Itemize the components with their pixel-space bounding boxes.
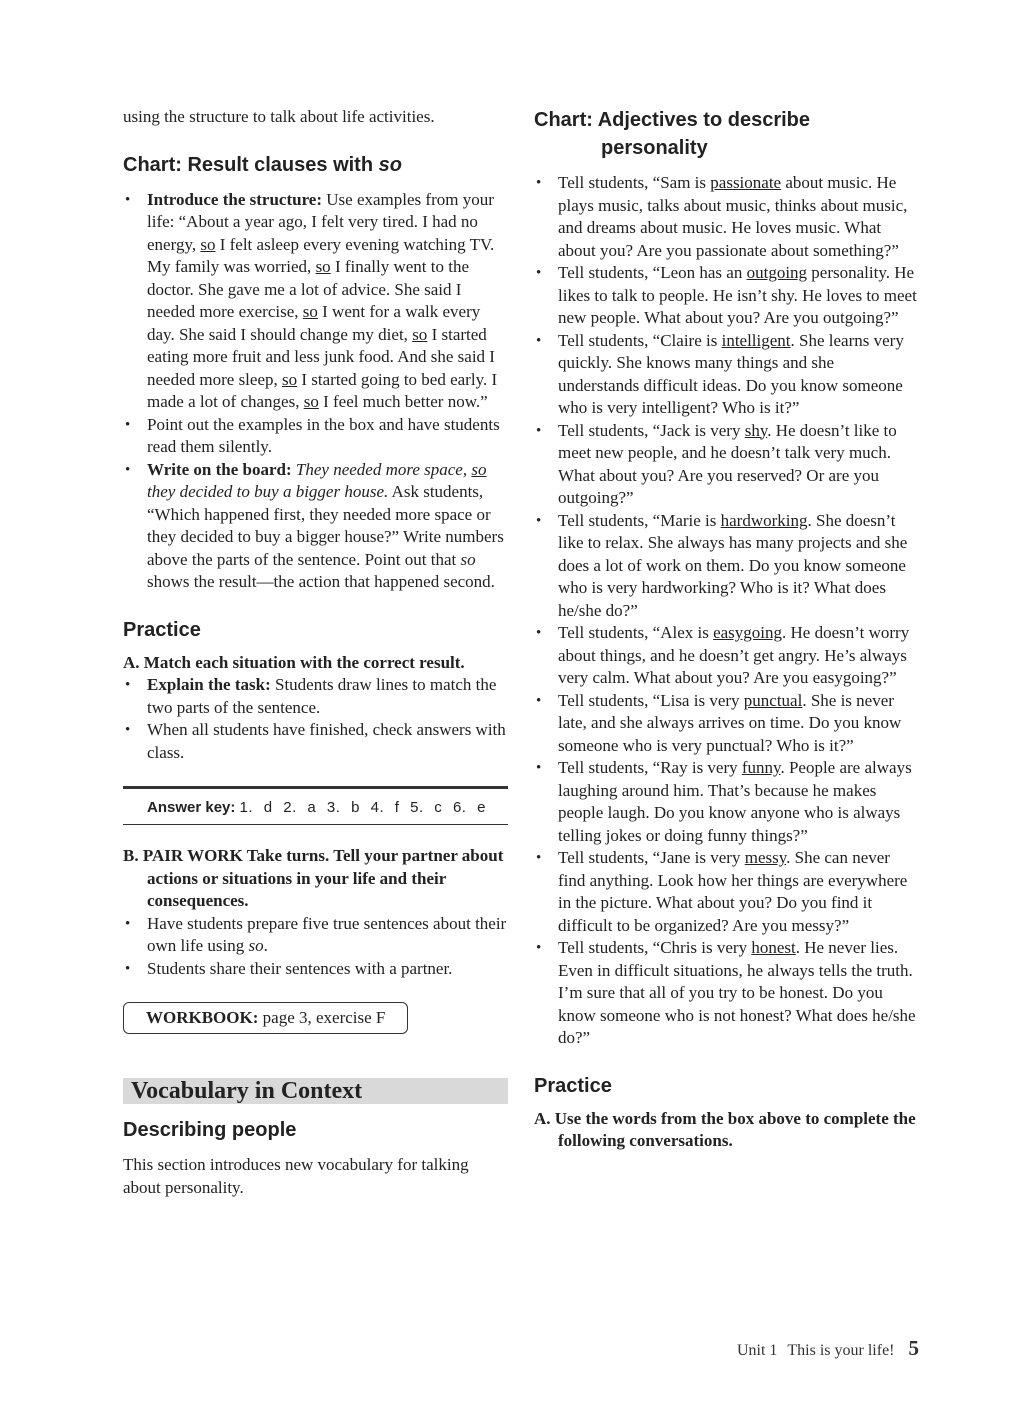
right-column xyxy=(534,100,919,1153)
list-item: • Tell students, “Alex is easygoing. He doesn’t worry about things, and he doesn’t get angry. He’s always very calm. What about you? Are you easygoing?” xyxy=(534,622,919,690)
list-item: • Tell students, “Claire is intelligent. She learns very quickly. She knows many things and she understands difficult ideas. Do you know someone who is very intelligent? Who is it?” xyxy=(534,330,919,420)
answer-key-label: Answer key: xyxy=(147,799,236,816)
unit-title: This is your life! xyxy=(787,1342,895,1359)
list-item: • Have students prepare five true sentences about their own life using so. xyxy=(123,913,508,958)
intro-text: using the structure to talk about life activities. xyxy=(123,107,435,126)
list-item: • Tell students, “Chris is very honest. He never lies. Even in difficult situations, he always tells the truth. I’m sure that all of you try to be honest. Do you know someone who is not honest? What does he/she do?” xyxy=(534,937,919,1050)
workbook-reference-box: WORKBOOK: page 3, exercise F xyxy=(123,1002,408,1034)
answer-key-values: 1. d 2. a 3. b 4. f 5. c 6. e xyxy=(239,799,486,816)
list-item: • Tell students, “Jane is very messy. She can never find anything. Look how her things are everywhere in the picture. What about you? Do you find it difficult to be organized? Are you messy?” xyxy=(534,847,919,937)
list-item: • When all students have finished, check answers with class. xyxy=(123,719,508,764)
chart-result-clauses-heading: Chart: Result clauses with so xyxy=(123,153,402,176)
task-a-instruction: A. Match each situation with the correct result. xyxy=(123,652,465,672)
list-item: • Point out the examples in the box and have students read them silently. xyxy=(123,414,508,459)
task-b-instruction: B. PAIR WORK Take turns. Tell your partner about actions or situations in your life and their consequences. xyxy=(123,846,504,910)
practice-heading: Practice xyxy=(123,618,201,641)
left-column xyxy=(123,100,508,1199)
page-footer xyxy=(737,1336,919,1361)
describing-people-heading: Describing people xyxy=(123,1119,297,1141)
list-item: • Tell students, “Sam is passionate about music. He plays music, talks about music, thinks about music, and dreams about music. He loves music. What about you? Are you passionate about something?” xyxy=(534,172,919,262)
adjectives-bullet-list xyxy=(534,172,919,1050)
list-item: • Tell students, “Jack is very shy. He doesn’t like to meet new people, and he doesn’t talk very much. What about you? Are you reserved? Or are you outgoing?” xyxy=(534,420,919,510)
chart1-bullet-list xyxy=(123,189,508,594)
list-item: • Tell students, “Leon has an outgoing personality. He likes to talk to people. He isn’t shy. He loves to meet new people. What about you? Are you outgoing?” xyxy=(534,262,919,330)
vocabulary-in-context-heading: Vocabulary in Context xyxy=(123,1078,508,1104)
list-item: • Tell students, “Marie is hardworking. She doesn’t like to relax. She always has many projects and she does a lot of work on them. Do you know someone who is very hardworking? Who is it? What does he/she do?” xyxy=(534,510,919,623)
unit-label: Unit 1 xyxy=(736,1342,778,1359)
page-number: 5 xyxy=(908,1336,919,1360)
practice-heading-right: Practice xyxy=(534,1074,612,1097)
task-a-instruction-right: A. Use the words from the box above to complete the following conversations. xyxy=(534,1108,916,1150)
chart-adjectives-heading: Chart: Adjectives to describe personality xyxy=(534,109,811,159)
list-item: • Tell students, “Ray is very funny. People are always laughing around him. That’s because he makes people laugh. Do you know anyone who is always telling jokes or doing funny things?” xyxy=(534,757,919,847)
list-item: • Students share their sentences with a partner. xyxy=(123,958,508,981)
list-item: • Introduce the structure: Use examples from your life: “About a year ago, I felt very tired. I had no energy, so I felt asleep every evening watching TV. My family was worried, so I finally went to the doctor. She gave me a lot of advice. She said I needed more exercise, so I went for a walk every day. She said I should change my diet, so I started eating more fruit and less junk food. And she said I needed more sleep, so I started going to bed early. I made a lot of changes, so I feel much better now.” xyxy=(123,189,508,414)
task-a-bullet-list xyxy=(123,674,508,764)
task-b-bullet-list xyxy=(123,913,508,981)
list-item: • Explain the task: Students draw lines to match the two parts of the sentence. xyxy=(123,674,508,719)
list-item: • Write on the board: They needed more space, so they decided to buy a bigger house. Ask students, “Which happened first, they needed more space or they decided to buy a bigger house?” Write numbers above the parts of the sentence. Point out that so shows the result—the action that happened second. xyxy=(123,459,508,594)
list-item: • Tell students, “Lisa is very punctual. She is never late, and she always arrives on time. Do you know someone who is very punctual? Who is it?” xyxy=(534,690,919,758)
describing-people-text: This section introduces new vocabulary for talking about personality. xyxy=(123,1155,469,1197)
answer-key-box xyxy=(123,786,508,825)
